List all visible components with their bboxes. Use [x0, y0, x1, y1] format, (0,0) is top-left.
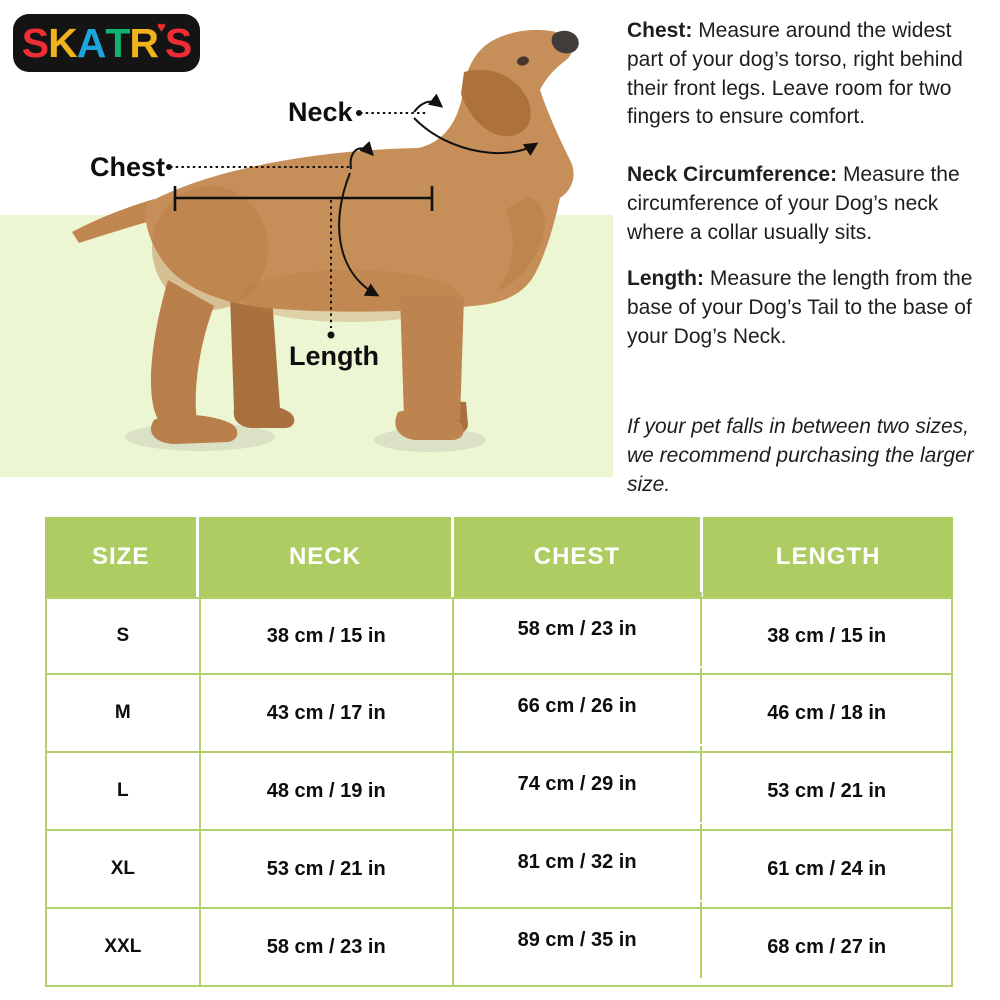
logo-letter: S — [21, 19, 49, 66]
length-value: 38 cm / 15 in — [767, 624, 887, 647]
neck-instruction-body: Measure the circumference of your Dog’s neck where a collar usually sits. — [627, 163, 960, 244]
logo-letter: T — [105, 19, 130, 66]
length-instruction — [627, 265, 989, 351]
sizing-note: If your pet falls in between two sizes, we recommend purchasing the larger size. — [627, 415, 974, 496]
length-value: 61 cm / 24 in — [767, 857, 887, 880]
neck-instruction — [627, 161, 989, 247]
header-length: LENGTH — [775, 543, 881, 570]
size-chart-table — [45, 517, 953, 987]
header-neck: NECK — [199, 517, 453, 597]
length-value: 46 cm / 18 in — [767, 701, 887, 724]
table-row — [45, 909, 953, 987]
length-instruction-body: Measure the length from the base of your Dog’s Tail to the base of your Dog’s Neck. — [627, 267, 973, 348]
chest-value: 89 cm / 35 in — [454, 902, 703, 978]
neck-instruction-label: Neck Circumference: — [627, 163, 838, 186]
chest-instruction — [627, 17, 989, 132]
chest-label: Chest — [90, 152, 166, 182]
size-value: XL — [47, 831, 201, 907]
table-row — [45, 675, 953, 753]
neck-value: 38 cm / 15 in — [201, 599, 454, 673]
table-row — [45, 831, 953, 909]
dog-paw — [234, 402, 295, 428]
heart-apostrophe-icon: ♥ — [156, 18, 165, 36]
neck-value: 58 cm / 23 in — [201, 909, 454, 985]
dog-measurement-illustration — [0, 0, 620, 500]
size-value: L — [47, 753, 201, 829]
neck-label: Neck — [288, 97, 353, 127]
table-row — [45, 753, 953, 831]
size-value: XXL — [47, 909, 201, 985]
logo-letter: R — [129, 19, 158, 66]
chest-value: 66 cm / 26 in — [454, 668, 703, 744]
table-row — [45, 597, 953, 675]
chest-value: 81 cm / 32 in — [454, 824, 703, 900]
chest-instruction-label: Chest: — [627, 19, 693, 42]
logo-letter: K — [48, 19, 77, 66]
dog-paw — [151, 415, 237, 444]
size-value: S — [47, 599, 201, 673]
dog-leg — [400, 295, 464, 420]
dog-leg — [151, 280, 214, 428]
header-size: SIZE — [45, 517, 199, 597]
chest-value: 74 cm / 29 in — [454, 746, 703, 822]
neck-value: 43 cm / 17 in — [201, 675, 454, 751]
logo-letter: S — [164, 19, 192, 66]
length-value: 53 cm / 21 in — [767, 779, 887, 802]
chest-value: 58 cm / 23 in — [454, 592, 703, 666]
neck-girth-arrow — [414, 102, 441, 112]
length-instruction-label: Length: — [627, 267, 704, 290]
neck-value: 48 cm / 19 in — [201, 753, 454, 829]
neck-value: 53 cm / 21 in — [201, 831, 454, 907]
size-value: M — [47, 675, 201, 751]
size-chart-header-row — [45, 517, 953, 597]
length-label: Length — [289, 341, 379, 371]
header-chest: CHEST — [454, 517, 704, 597]
length-value: 68 cm / 27 in — [767, 935, 887, 958]
logo-letter: A — [76, 19, 106, 66]
chest-instruction-body: Measure around the widest part of your dog’s torso, right behind their front legs. Leave room for two fingers to ensure comfort. — [627, 19, 963, 129]
